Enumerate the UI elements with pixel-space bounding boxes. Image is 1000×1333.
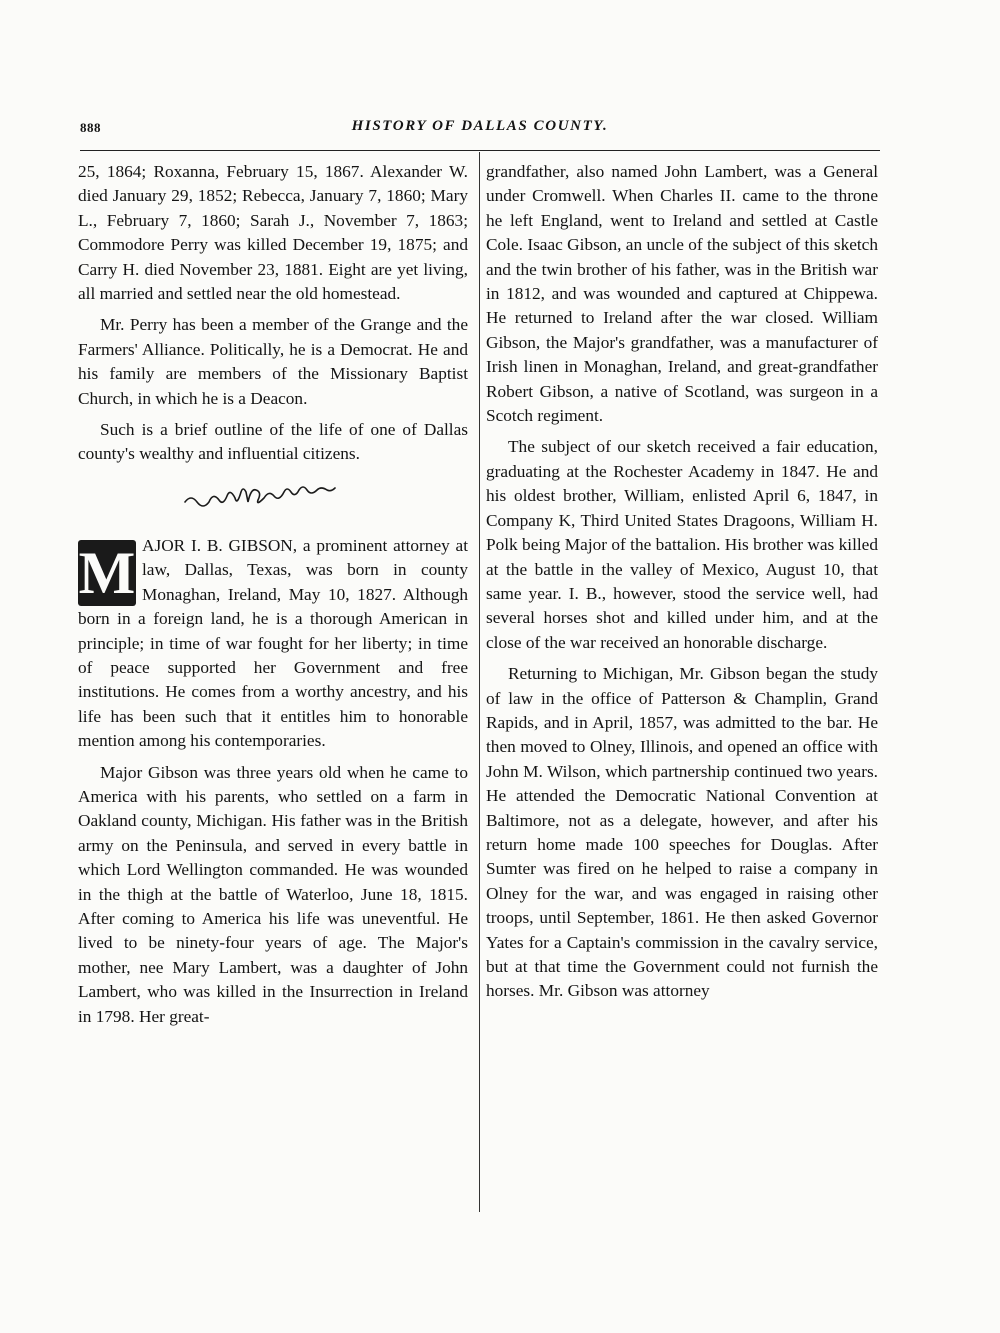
flourish-icon: [183, 484, 363, 514]
paragraph: Such is a brief outline of the life of one of Dallas county's wealthy and influential citizens.: [78, 420, 468, 464]
paragraph: Returning to Michigan, Mr. Gibson began the study of law in the office of Patterson & Champlin, Grand Rapids, and in April, 1857, was admitted to the bar. He then moved to Olney, Illinois, and opened an office with John M. Wilson, which partnership continued two years. He attended the Democratic National Convention at Baltimore, not as a delegate, however, and after his return home made 100 speeches for Douglas. After Sumter was fired on he helped to raise a company in Olney for the war, and was engaged in raising other troops, until September, 1861. He then asked Governor Yates for a Captain's commission in the cavalry service, but at that time the Government could not furnish the horses. Mr. Gibson was attorney: [486, 664, 878, 1001]
paragraph: grandfather, also named John Lambert, was a General under Cromwell. When Charles II. came to the throne he left England, went to Ireland and settled at Castle Cole. Isaac Gibson, an uncle of the subject of this sketch and the twin brother of his father, was in the British war in 1812, and was wounded and captured at Chippewa. He returned to Ireland after the war closed. William Gibson, the Major's grandfather, was a manufacturer of Irish linen in Monaghan, Ireland, and great-grandfather Robert Gibson, a native of Scotland, was surgeon in a Scotch regiment.: [486, 162, 878, 426]
section-ornament: [78, 474, 468, 524]
paragraph: The subject of our sketch received a fair education, graduating at the Rochester Academy in 1847. He and his oldest brother, William, enlisted April 6, 1847, in Company K, Third United States Dragoons, William H. Polk being Major of the battalion. His brother was killed at the battle in the valley of Mexico, August 10, that same year. I. B., however, stood the service well, had several horses shot and killed under him, and at the close of the war received an honorable discharge.: [486, 437, 878, 652]
dropcap-letter: M: [78, 539, 136, 606]
running-title: HISTORY OF DALLAS COUNTY.: [351, 118, 609, 134]
paragraph-with-dropcap: [78, 534, 468, 754]
paragraph: Major Gibson was three years old when he came to America with his parents, who settled on a farm in Oakland county, Michigan. His father was in the British army on the Peninsula, and served in every battle in which Lord Wellington commanded. He was wounded in the thigh at the battle of Waterloo, June 18, 1815. After coming to America his life was uneventful. He lived to be ninety-four years of age. The Major's mother, nee Mary Lambert, was a daughter of John Lambert, who was killed in the Insurrection in Ireland in 1798. Her great-: [78, 762, 468, 1026]
header-rule: [80, 150, 880, 151]
page-header: [80, 116, 880, 142]
page-number: 888: [80, 120, 101, 135]
paragraph: 25, 1864; Roxanna, February 15, 1867. Alexander W. died January 29, 1852; Rebecca, January 7, 1860; Mary L., February 7, 1860; Sarah J., November 7, 1863; Commodore Perry was killed December 19, 1875; and Carry H. died November 23, 1881. Eight are yet living, all married and settled near the old homestead.: [78, 162, 468, 304]
right-column: [486, 160, 878, 1011]
column-divider: [479, 152, 480, 1212]
paragraph: Mr. Perry has been a member of the Grange and the Farmers' Alliance. Politically, he is a Democrat. He and his family are members of the Missionary Baptist Church, in which he is a Deacon.: [78, 315, 468, 408]
paragraph-text: AJOR I. B. GIBSON, a prominent attorney at law, Dallas, Texas, was born in county Monaghan, Ireland, May 10, 1827. Although born in a foreign land, he is a thorough American in principle; in time of war fought for her liberty; in time of peace supported her Government and free institutions. He comes from a worthy ancestry, and his life has been such that it entitles him to honorable mention among his contemporaries.: [78, 535, 468, 751]
left-column: [78, 160, 468, 1036]
